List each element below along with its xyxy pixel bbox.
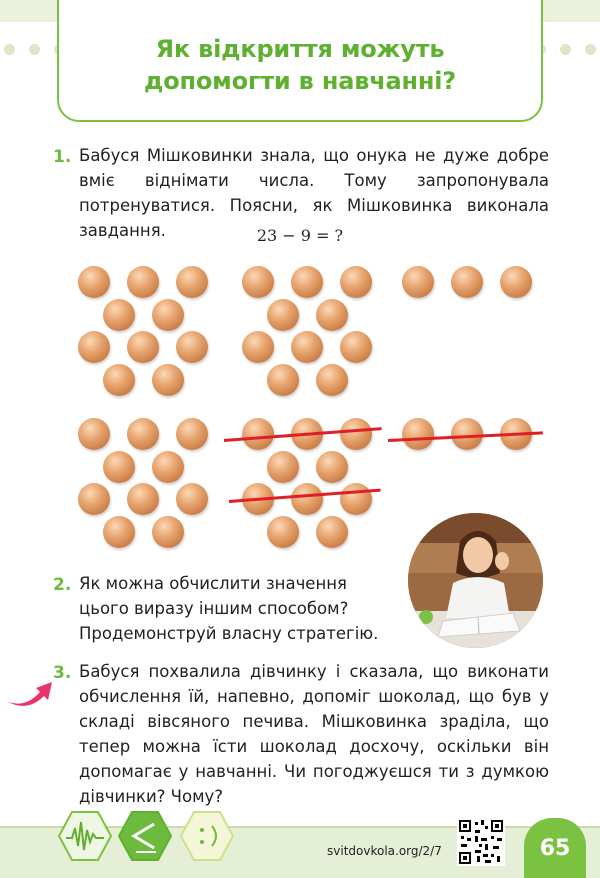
cookie [127, 418, 159, 450]
cookie [242, 418, 274, 450]
cookie [103, 299, 135, 331]
cookie [103, 451, 135, 483]
cookie [340, 418, 372, 450]
cookie [78, 483, 110, 515]
cookie [316, 299, 348, 331]
task-2-number: 2. [53, 575, 72, 595]
cookie [176, 483, 208, 515]
cookie [152, 516, 184, 548]
cookie [402, 266, 434, 298]
cookie [78, 266, 110, 298]
qr-code-icon[interactable] [457, 818, 505, 866]
equation: 23 − 9 = ? [256, 226, 344, 245]
cookie [176, 266, 208, 298]
decorative-dots-left [4, 44, 65, 56]
cookie [340, 483, 372, 515]
soundwave-icon [58, 810, 112, 862]
cookie [127, 483, 159, 515]
cookie [267, 516, 299, 548]
cookie [291, 331, 323, 363]
cookie [316, 451, 348, 483]
cookie [291, 266, 323, 298]
title-card [57, 0, 543, 122]
cookie [267, 451, 299, 483]
cookie [267, 299, 299, 331]
cookie [152, 299, 184, 331]
footer-url[interactable]: svitdovkola.org/2/7 [327, 844, 442, 858]
cookie [340, 266, 372, 298]
cookie [78, 331, 110, 363]
page-title: Як відкриття можуть допомогти в навчанні? [144, 35, 456, 95]
page-number: 65 [524, 818, 586, 878]
pointer-arrow-icon [4, 672, 54, 710]
cookie [267, 364, 299, 396]
cookie [402, 418, 434, 450]
task-3-text: Бабуся похвалила дівчинку і сказала, що виконати обчислення їй, напевно, допоміг шоколад, що був у складі вівсяного печива. Мішковинка зраділа, що тепер можна їсти шоколад досхочу, оскільки він допомагає у навчанні. Чи погоджуєшся ти з думкою дівчинки? Чому? [79, 662, 549, 806]
girl-photo [408, 513, 543, 648]
cookie [78, 418, 110, 450]
task-1-number: 1. [53, 147, 72, 167]
task-2-text: Як можна обчислити значення цього виразу іншим способом? Продемонструй власну стратегію. [79, 574, 379, 643]
cookie [500, 266, 532, 298]
cookie [242, 331, 274, 363]
smiley-icon [180, 810, 234, 862]
cookie [152, 364, 184, 396]
cookie [152, 451, 184, 483]
task-3-number: 3. [53, 663, 72, 683]
decorative-dots-right [535, 44, 596, 56]
cookie [176, 331, 208, 363]
cookie [103, 364, 135, 396]
cookie [127, 331, 159, 363]
task-1-text: Бабуся Мішковинки знала, що онука не дуже добре вміє віднімати числа. Тому запропонувала потренуватися. Поясни, як Мішковинка виконала завдання. [79, 146, 549, 240]
cookie [242, 266, 274, 298]
cookie [291, 483, 323, 515]
cookie [340, 331, 372, 363]
cookie [127, 266, 159, 298]
cookie [316, 364, 348, 396]
less-than-icon [118, 810, 172, 862]
cookie [103, 516, 135, 548]
cookie [451, 266, 483, 298]
cookie [176, 418, 208, 450]
cookie [316, 516, 348, 548]
